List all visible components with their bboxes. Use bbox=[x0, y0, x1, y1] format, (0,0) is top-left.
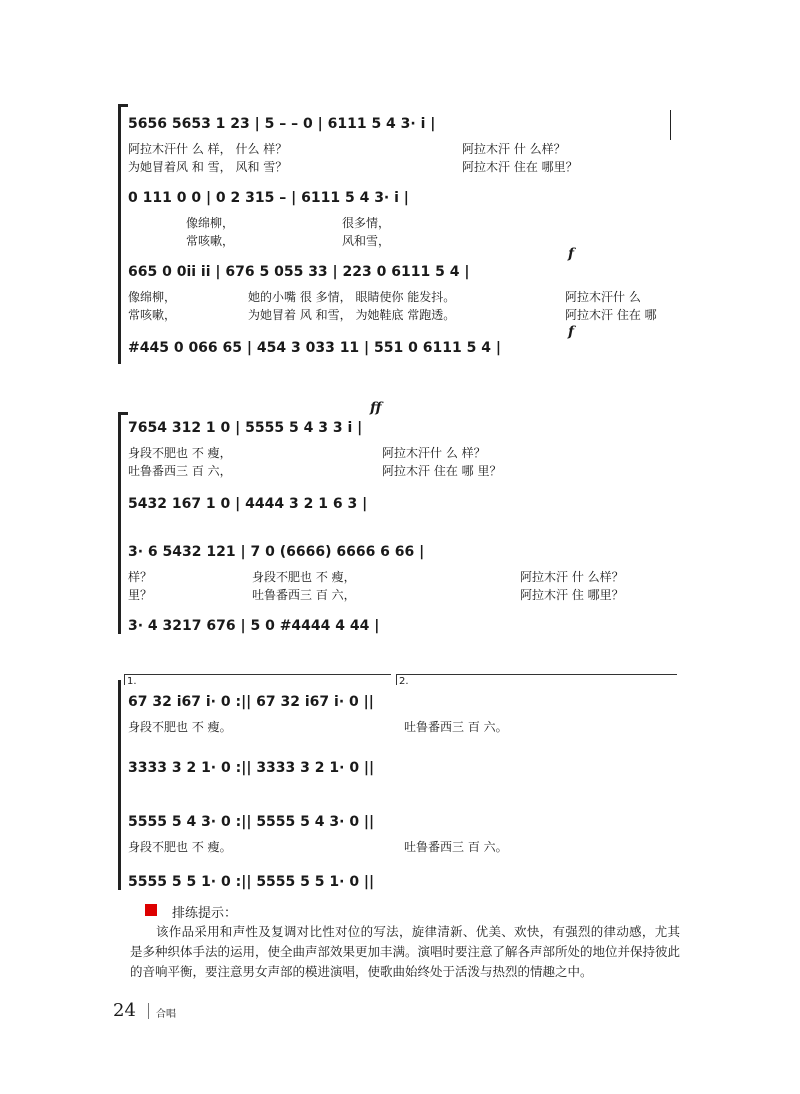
volta-number: 1. bbox=[127, 676, 137, 687]
lyric-verse1: 身段不肥也 不 瘦， bbox=[252, 570, 356, 584]
lyric-verse2: 为她冒着 风 和雪， 为她鞋底 常跑透。 bbox=[248, 308, 456, 322]
system-brace bbox=[118, 106, 121, 364]
tenor-notes: 665 0 0ii ii | 676 5 055 33 | 223 0 6111 5 4 | bbox=[128, 264, 470, 280]
dynamic-mark: f bbox=[568, 324, 575, 340]
lyric-verse2: 里？ bbox=[128, 588, 153, 602]
lyric-verse: 身段不肥也 不 瘦。 bbox=[128, 720, 232, 734]
lyric-verse1: 很多情， bbox=[342, 216, 391, 230]
system-brace bbox=[118, 414, 121, 634]
tenor-notes: 5555 5 4 3· 0 :|| 5555 5 4 3· 0 || bbox=[128, 814, 375, 830]
volta-bracket-1 bbox=[124, 674, 391, 685]
lyric-verse1: 阿拉木汗什 么 样？ bbox=[382, 446, 486, 460]
lyric-verse: 身段不肥也 不 瘦。 bbox=[128, 840, 232, 854]
alto-notes: 5432 167 1 0 | 4444 3 2 1 6 3 | bbox=[128, 496, 368, 512]
tips-heading: 排练提示： bbox=[172, 906, 238, 921]
soprano-notes: 7654 312 1 0 | 5555 5 4 3 3 i | bbox=[128, 420, 363, 436]
soprano-notes: 5656 5653 1 23 | 5 – – 0 | 6111 5 4 3· i | bbox=[128, 116, 436, 132]
lyric-verse1: 样？ bbox=[128, 570, 153, 584]
tips-marker-icon bbox=[145, 904, 157, 916]
lyric-verse2: 吐鲁番西三 百 六， bbox=[128, 464, 232, 478]
alto-notes: 0 111 0 0 | 0 2 315 – | 6111 5 4 3· i | bbox=[128, 190, 409, 206]
lyric-verse2: 常咳嗽， bbox=[128, 308, 177, 322]
folio-label: 合唱 bbox=[156, 1009, 176, 1020]
tips-body: 该作品采用和声性及复调对比性对位的写法，旋律清新、优美、欢快，有强烈的律动感，尤其是多种织体手法的运用，使全曲声部效果更加丰满。演唱时要注意了解各声部所处的地位并保持彼此的音响平衡，要注意男女声部的模进演唱，使歌曲始终处于活泼与热烈的情趣之中。 bbox=[130, 924, 681, 979]
lyric-verse1: 阿拉木汗什 么 bbox=[565, 290, 641, 304]
lyric-verse2: 阿拉木汗 住 哪里？ bbox=[520, 588, 624, 602]
lyric-verse2: 为她冒着风 和 雪， 风和 雪？ bbox=[128, 160, 288, 174]
lyric-verse1: 像绵柳， bbox=[128, 290, 177, 304]
lyric-verse2: 吐鲁番西三 百 六， bbox=[252, 588, 356, 602]
lyric-verse2: 阿拉木汗 住在 哪里？ bbox=[462, 160, 578, 174]
alto-notes: 3333 3 2 1· 0 :|| 3333 3 2 1· 0 || bbox=[128, 760, 375, 776]
bass-notes: #445 0 066 65 | 454 3 033 11 | 551 0 6111 5 4 | bbox=[128, 340, 501, 356]
lyric-verse1: 她的小嘴 很 多情， 眼睛使你 能发抖。 bbox=[248, 290, 456, 304]
system-brace bbox=[118, 680, 121, 890]
lyric-verse1: 阿拉木汗 什 么样？ bbox=[520, 570, 624, 584]
tenor-notes: 3· 6 5432 121 | 7 0 (6666) 6666 6 66 | bbox=[128, 544, 425, 560]
lyric-verse2: 常咳嗽， bbox=[186, 234, 235, 248]
folio-divider bbox=[148, 1003, 149, 1019]
bass-notes: 3· 4 3217 676 | 5 0 #4444 4 44 | bbox=[128, 618, 380, 634]
dynamic-mark: f bbox=[568, 246, 575, 262]
lyric-verse2: 阿拉木汗 住在 哪 bbox=[565, 308, 657, 322]
page-number: 24 bbox=[113, 1000, 136, 1021]
volta-bracket-2 bbox=[396, 674, 677, 685]
soprano-notes: 67 32 i67 i· 0 :|| 67 32 i67 i· 0 || bbox=[128, 694, 374, 710]
dynamic-mark: ff bbox=[370, 400, 382, 416]
lyric-verse1: 阿拉木汗 什 么样？ bbox=[462, 142, 566, 156]
volta-number: 2. bbox=[399, 676, 409, 687]
lyric-verse1: 阿拉木汗什 么 样， 什么 样？ bbox=[128, 142, 288, 156]
lyric-verse2: 阿拉木汗 住在 哪 里？ bbox=[382, 464, 502, 478]
lyric-verse1: 身段不肥也 不 瘦， bbox=[128, 446, 232, 460]
lyric-verse1: 像绵柳， bbox=[186, 216, 235, 230]
lyric-verse: 吐鲁番西三 百 六。 bbox=[404, 840, 508, 854]
lyric-verse: 吐鲁番西三 百 六。 bbox=[404, 720, 508, 734]
lyric-verse2: 风和雪， bbox=[342, 234, 391, 248]
bass-notes: 5555 5 5 1· 0 :|| 5555 5 5 1· 0 || bbox=[128, 874, 375, 890]
